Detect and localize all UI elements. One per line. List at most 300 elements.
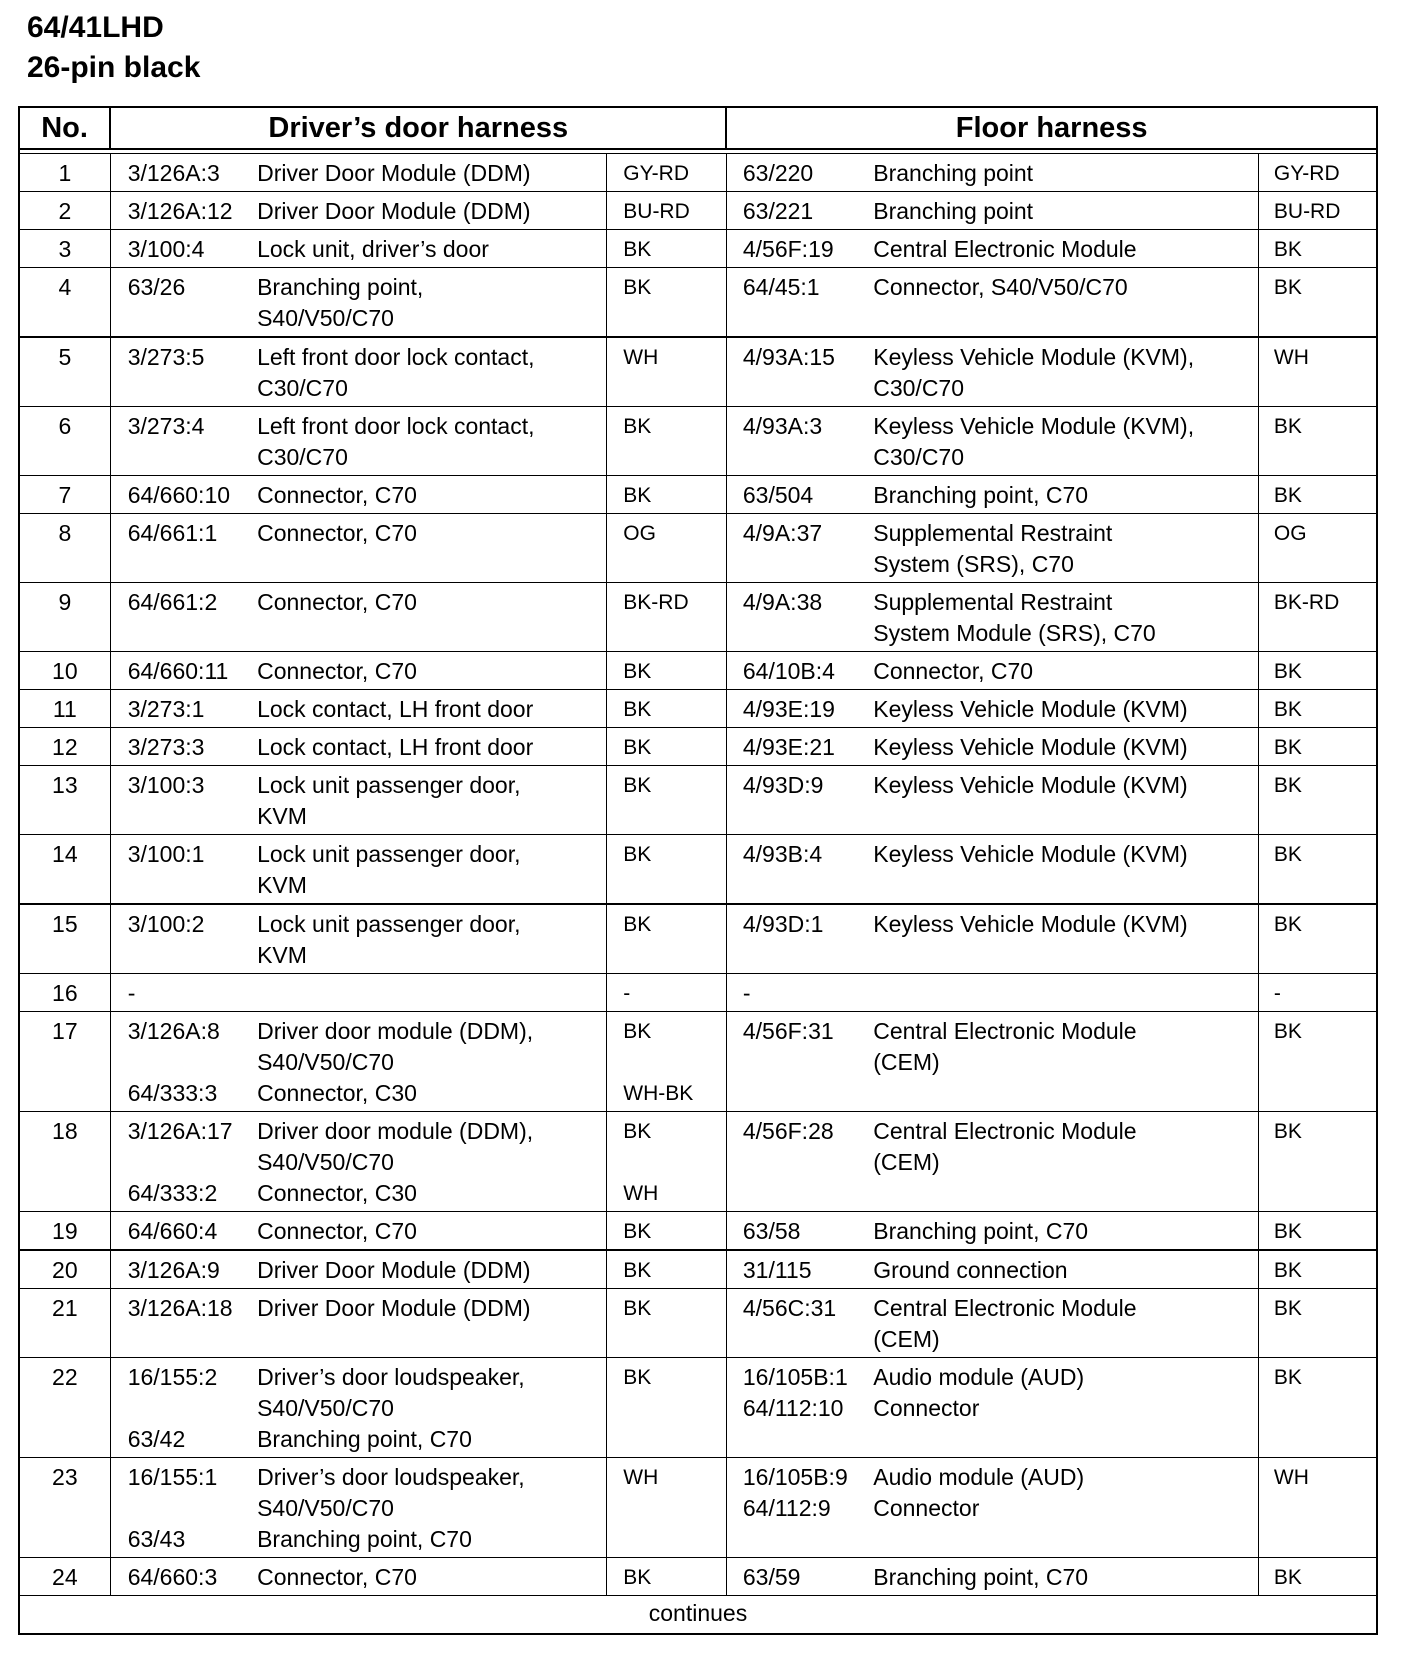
floor-description-line: C30/C70	[873, 375, 965, 401]
pin-number: 1	[19, 154, 110, 192]
driver-wire-color	[607, 728, 727, 766]
floor-description	[868, 192, 1258, 230]
driver-code-line: 3/100:2	[127, 911, 205, 937]
floor-code-line: 4/56F:19	[742, 236, 834, 262]
floor-description-line: Connector, C70	[873, 658, 1034, 684]
floor-wire-color-line: BK	[1273, 415, 1302, 438]
driver-wire-color	[607, 1358, 727, 1458]
floor-description	[868, 904, 1258, 974]
blank-line	[128, 1493, 252, 1524]
driver-wire-color-line: OG	[623, 522, 656, 545]
driver-description-line: Lock unit passenger door,	[257, 772, 521, 798]
floor-code-line: 4/93D:9	[742, 772, 824, 798]
driver-description	[252, 690, 607, 728]
driver-code	[110, 690, 252, 728]
driver-description	[252, 514, 607, 583]
floor-wire-color	[1258, 268, 1377, 338]
floor-wire-color	[1258, 514, 1377, 583]
driver-wire-color	[607, 268, 727, 338]
floor-code	[726, 268, 868, 338]
driver-description-line: Branching point,	[257, 274, 424, 300]
continues-note: continues	[19, 1596, 1377, 1635]
table-header-row	[19, 107, 1377, 149]
floor-code-line: 4/93E:19	[742, 696, 835, 722]
table-row	[19, 728, 1377, 766]
driver-description-line: Connector, C30	[257, 1180, 417, 1206]
floor-description	[868, 407, 1258, 476]
table-row	[19, 1250, 1377, 1289]
driver-wire-color-line: BK	[623, 698, 652, 721]
floor-description-line: Keyless Vehicle Module (KVM)	[873, 772, 1188, 798]
header-floor-harness: Floor harness	[726, 107, 1377, 149]
driver-description	[252, 407, 607, 476]
driver-code	[110, 1289, 252, 1358]
driver-code-line: 3/126A:17	[127, 1118, 233, 1144]
table-row	[19, 154, 1377, 192]
floor-code	[726, 514, 868, 583]
driver-code	[110, 1358, 252, 1458]
floor-description-line: Connector	[873, 1395, 980, 1421]
driver-code	[110, 583, 252, 652]
floor-code-line: 4/9A:37	[742, 520, 823, 546]
driver-wire-color-line: BK	[623, 484, 652, 507]
header-driver-door-harness: Driver’s door harness	[110, 107, 726, 149]
driver-wire-color-line: BK	[623, 1366, 652, 1389]
driver-wire-color-line: BK	[623, 1259, 652, 1282]
floor-code-line: 64/10B:4	[742, 658, 835, 684]
driver-description-line: Connector, C70	[257, 589, 417, 615]
connector-id: 64/41LHD	[27, 11, 164, 44]
driver-code	[110, 192, 252, 230]
floor-description	[868, 1289, 1258, 1358]
driver-description-line: Branching point, C70	[257, 1426, 472, 1452]
driver-wire-color	[607, 154, 727, 192]
driver-code	[110, 268, 252, 338]
floor-description	[868, 583, 1258, 652]
driver-code-line: 3/100:4	[127, 236, 205, 262]
floor-wire-color-line: BK	[1273, 1366, 1302, 1389]
driver-description	[252, 1558, 607, 1596]
floor-description-line: Branching point, C70	[873, 482, 1089, 508]
pin-number: 13	[19, 766, 110, 835]
pin-number: 18	[19, 1112, 110, 1212]
floor-description	[868, 1012, 1258, 1112]
floor-code-line: 64/45:1	[742, 274, 820, 300]
driver-description-line: Connector, C70	[257, 482, 417, 508]
floor-code-line: 4/56C:31	[742, 1295, 837, 1321]
table-row	[19, 1358, 1377, 1458]
driver-description	[252, 652, 607, 690]
driver-code	[110, 337, 252, 407]
driver-code	[110, 407, 252, 476]
floor-code	[726, 1112, 868, 1212]
pin-number: 22	[19, 1358, 110, 1458]
connector-description: 26-pin black	[27, 51, 201, 84]
floor-description-line: Keyless Vehicle Module (KVM)	[873, 911, 1188, 937]
driver-code-line: 3/126A:8	[127, 1018, 220, 1044]
driver-description-line: S40/V50/C70	[257, 1149, 394, 1175]
driver-wire-color	[607, 514, 727, 583]
floor-wire-color	[1258, 476, 1377, 514]
driver-code-line: 64/333:2	[127, 1180, 218, 1206]
floor-wire-color-line: WH	[1273, 346, 1309, 369]
floor-description-line: (CEM)	[873, 1149, 940, 1175]
driver-description-line: Driver’s door loudspeaker,	[257, 1364, 525, 1390]
floor-description-line: C30/C70	[873, 444, 965, 470]
floor-code	[726, 1212, 868, 1251]
driver-description	[252, 835, 607, 905]
driver-wire-color-line: BK	[623, 1120, 652, 1143]
floor-description-line: Branching point, C70	[873, 1218, 1089, 1244]
floor-wire-color-line: OG	[1273, 522, 1307, 545]
driver-description	[252, 1458, 607, 1558]
header-no: No.	[19, 107, 110, 149]
floor-code-line: 4/93B:4	[742, 841, 823, 867]
pin-number: 24	[19, 1558, 110, 1596]
floor-code	[726, 728, 868, 766]
driver-description	[252, 1289, 607, 1358]
floor-code	[726, 835, 868, 905]
pin-number: 3	[19, 230, 110, 268]
driver-code-line: 3/100:1	[127, 841, 205, 867]
floor-description-line: Audio module (AUD)	[873, 1364, 1085, 1390]
floor-description-line: (CEM)	[873, 1049, 940, 1075]
floor-wire-color	[1258, 154, 1377, 192]
driver-code-line: 64/333:3	[127, 1080, 218, 1106]
driver-description-line: Connector, C70	[257, 1218, 417, 1244]
floor-description-line: Supplemental Restraint	[873, 520, 1113, 546]
floor-description	[868, 728, 1258, 766]
driver-code-line: 3/273:5	[127, 344, 205, 370]
document-heading	[27, 8, 200, 88]
driver-wire-color-line: BU-RD	[623, 200, 690, 223]
driver-wire-color	[607, 690, 727, 728]
floor-wire-color	[1258, 1012, 1377, 1112]
driver-code	[110, 230, 252, 268]
driver-description	[252, 1212, 607, 1251]
driver-code	[110, 1212, 252, 1251]
floor-description	[868, 835, 1258, 905]
floor-code	[726, 192, 868, 230]
floor-description	[868, 1212, 1258, 1251]
table-row	[19, 514, 1377, 583]
driver-wire-color-line: BK	[623, 774, 652, 797]
floor-code-line: 4/93E:21	[742, 734, 835, 760]
floor-code	[726, 1289, 868, 1358]
table-row	[19, 1289, 1377, 1358]
table-row	[19, 690, 1377, 728]
floor-description-line: (CEM)	[873, 1326, 940, 1352]
driver-code-line: 3/273:3	[127, 734, 205, 760]
table-row	[19, 1558, 1377, 1596]
driver-description	[252, 766, 607, 835]
floor-code-line: 4/9A:38	[742, 589, 823, 615]
driver-wire-color	[607, 1558, 727, 1596]
floor-code-line: 63/220	[742, 160, 814, 186]
floor-description-line: Central Electronic Module	[873, 1018, 1137, 1044]
floor-wire-color	[1258, 407, 1377, 476]
pin-number: 19	[19, 1212, 110, 1251]
driver-description-line: Branching point, C70	[257, 1526, 472, 1552]
driver-code-line: 3/126A:12	[127, 198, 233, 224]
floor-description-line: System Module (SRS), C70	[873, 620, 1156, 646]
floor-wire-color	[1258, 974, 1377, 1012]
pin-number: 6	[19, 407, 110, 476]
floor-code-line: 16/105B:1	[742, 1364, 848, 1390]
driver-description	[252, 728, 607, 766]
driver-code-line: 63/26	[127, 274, 186, 300]
driver-description-line: Left front door lock contact,	[257, 344, 535, 370]
floor-description	[868, 690, 1258, 728]
table-row	[19, 230, 1377, 268]
driver-wire-color-line: WH	[623, 1466, 659, 1489]
driver-description-line: C30/C70	[257, 375, 348, 401]
floor-wire-color-line: BK	[1273, 774, 1302, 797]
driver-code-line: 3/126A:3	[127, 160, 220, 186]
table-row	[19, 583, 1377, 652]
floor-code-line: 63/504	[742, 482, 814, 508]
driver-description-line: Connector, C70	[257, 1564, 417, 1590]
driver-code-line: 64/661:1	[127, 520, 218, 546]
driver-description-line: Driver Door Module (DDM)	[257, 1295, 531, 1321]
floor-description	[868, 154, 1258, 192]
driver-wire-color-line: BK	[623, 843, 652, 866]
table-row	[19, 652, 1377, 690]
floor-code	[726, 766, 868, 835]
floor-wire-color-line: BK	[1273, 1120, 1302, 1143]
table-row	[19, 766, 1377, 835]
driver-description	[252, 1112, 607, 1212]
floor-wire-color-line: BK	[1273, 1020, 1302, 1043]
floor-description	[868, 1458, 1258, 1558]
floor-wire-color	[1258, 1458, 1377, 1558]
floor-wire-color-line: GY-RD	[1273, 162, 1340, 185]
blank-line	[623, 1147, 726, 1178]
pin-number: 9	[19, 583, 110, 652]
driver-description-line: S40/V50/C70	[257, 305, 394, 331]
driver-code-line: 64/661:2	[127, 589, 218, 615]
floor-wire-color-line: BK	[1273, 1566, 1302, 1589]
floor-code	[726, 230, 868, 268]
floor-description-line: Audio module (AUD)	[873, 1464, 1085, 1490]
driver-wire-color	[607, 974, 727, 1012]
driver-wire-color	[607, 766, 727, 835]
floor-description-line: Keyless Vehicle Module (KVM),	[873, 344, 1195, 370]
floor-description	[868, 766, 1258, 835]
floor-wire-color-line: BK	[1273, 238, 1302, 261]
floor-description-line: Branching point	[873, 198, 1034, 224]
floor-description-line: Keyless Vehicle Module (KVM)	[873, 734, 1188, 760]
floor-code	[726, 583, 868, 652]
pin-number: 10	[19, 652, 110, 690]
floor-wire-color-line: BK	[1273, 276, 1302, 299]
floor-wire-color-line: BK	[1273, 736, 1302, 759]
driver-wire-color	[607, 1012, 727, 1112]
floor-wire-color	[1258, 1558, 1377, 1596]
floor-wire-color-line: BK	[1273, 1297, 1302, 1320]
driver-code-line: 3/126A:9	[127, 1257, 220, 1283]
driver-code	[110, 514, 252, 583]
floor-code-line: 63/221	[742, 198, 814, 224]
floor-description	[868, 514, 1258, 583]
floor-description-line: Keyless Vehicle Module (KVM),	[873, 413, 1195, 439]
driver-description-line: S40/V50/C70	[257, 1049, 394, 1075]
floor-description	[868, 974, 1258, 1012]
driver-code-line: 3/100:3	[127, 772, 205, 798]
driver-description	[252, 154, 607, 192]
floor-code-line: 63/59	[742, 1564, 801, 1590]
floor-code-line: 4/93A:3	[742, 413, 823, 439]
floor-wire-color	[1258, 230, 1377, 268]
driver-code-line: 64/660:3	[127, 1564, 218, 1590]
floor-code	[726, 1458, 868, 1558]
floor-description-line: Branching point	[873, 160, 1034, 186]
driver-code-line: -	[127, 980, 136, 1006]
table-row	[19, 407, 1377, 476]
driver-description-line: Lock contact, LH front door	[257, 734, 534, 760]
driver-description-line: Lock unit passenger door,	[257, 841, 521, 867]
driver-code-line: 3/126A:18	[127, 1295, 233, 1321]
pin-number: 2	[19, 192, 110, 230]
floor-description-line: Ground connection	[873, 1257, 1068, 1283]
pin-number: 15	[19, 904, 110, 974]
table-row	[19, 1112, 1377, 1212]
floor-wire-color	[1258, 1250, 1377, 1289]
driver-description-line: S40/V50/C70	[257, 1395, 394, 1421]
floor-wire-color-line: WH	[1273, 1466, 1309, 1489]
driver-description	[252, 268, 607, 338]
floor-code-line: 4/93D:1	[742, 911, 824, 937]
driver-code	[110, 835, 252, 905]
driver-wire-color	[607, 1212, 727, 1251]
driver-description	[252, 230, 607, 268]
pin-number: 14	[19, 835, 110, 905]
driver-description-line: Driver Door Module (DDM)	[257, 160, 531, 186]
driver-code-line: 64/660:10	[127, 482, 231, 508]
driver-wire-color-line: BK	[623, 913, 652, 936]
floor-code-line: 4/93A:15	[742, 344, 835, 370]
floor-wire-color	[1258, 652, 1377, 690]
pin-number: 17	[19, 1012, 110, 1112]
table-row	[19, 904, 1377, 974]
driver-description-line: KVM	[257, 872, 307, 898]
driver-wire-color	[607, 835, 727, 905]
driver-description-line: Driver Door Module (DDM)	[257, 1257, 531, 1283]
floor-code-line: 4/56F:28	[742, 1118, 834, 1144]
pin-assignment-table	[18, 106, 1378, 1635]
floor-description	[868, 1250, 1258, 1289]
floor-description-line: Connector	[873, 1495, 980, 1521]
driver-description	[252, 1012, 607, 1112]
floor-wire-color-line: BK-RD	[1273, 591, 1340, 614]
floor-wire-color	[1258, 766, 1377, 835]
floor-wire-color	[1258, 1112, 1377, 1212]
floor-description	[868, 476, 1258, 514]
driver-wire-color-line: BK	[623, 238, 652, 261]
table-row	[19, 192, 1377, 230]
driver-wire-color	[607, 230, 727, 268]
driver-wire-color	[607, 904, 727, 974]
driver-wire-color	[607, 1289, 727, 1358]
floor-code-line: 63/58	[742, 1218, 801, 1244]
floor-code	[726, 1358, 868, 1458]
driver-description	[252, 476, 607, 514]
driver-description-line: Connector, C70	[257, 658, 417, 684]
driver-code	[110, 154, 252, 192]
pin-number: 23	[19, 1458, 110, 1558]
driver-description-line: Driver Door Module (DDM)	[257, 198, 531, 224]
driver-code-line: 64/660:4	[127, 1218, 218, 1244]
floor-description-line: Keyless Vehicle Module (KVM)	[873, 696, 1188, 722]
floor-wire-color-line: BK	[1273, 1220, 1302, 1243]
driver-code-line: 64/660:11	[127, 658, 229, 684]
driver-description-line: Connector, C70	[257, 520, 417, 546]
driver-description-line: Driver door module (DDM),	[257, 1018, 534, 1044]
pin-number: 12	[19, 728, 110, 766]
floor-description	[868, 337, 1258, 407]
floor-wire-color-line: BU-RD	[1273, 200, 1341, 223]
floor-wire-color-line: BK	[1273, 698, 1302, 721]
floor-description	[868, 1112, 1258, 1212]
driver-code	[110, 766, 252, 835]
driver-wire-color	[607, 476, 727, 514]
floor-code-line: 64/112:10	[742, 1395, 844, 1421]
floor-code	[726, 974, 868, 1012]
driver-code	[110, 974, 252, 1012]
floor-wire-color-line: -	[1273, 982, 1281, 1005]
driver-description	[252, 904, 607, 974]
driver-wire-color	[607, 337, 727, 407]
floor-description-line: System (SRS), C70	[873, 551, 1074, 577]
blank-line	[128, 1393, 252, 1424]
floor-wire-color	[1258, 583, 1377, 652]
floor-wire-color-line: BK	[1273, 660, 1302, 683]
floor-code-line: 4/56F:31	[742, 1018, 834, 1044]
driver-description-line: KVM	[257, 803, 307, 829]
driver-wire-color-line: GY-RD	[623, 162, 690, 185]
driver-wire-color	[607, 192, 727, 230]
floor-wire-color	[1258, 1212, 1377, 1251]
floor-code	[726, 1012, 868, 1112]
floor-description-line: Branching point, C70	[873, 1564, 1089, 1590]
floor-description-line: Central Electronic Module	[873, 1295, 1137, 1321]
floor-description	[868, 230, 1258, 268]
driver-wire-color-line: WH	[623, 346, 659, 369]
floor-code-line: -	[742, 980, 751, 1006]
driver-description	[252, 1250, 607, 1289]
driver-wire-color-line: BK	[623, 276, 652, 299]
floor-code	[726, 476, 868, 514]
floor-description-line: Central Electronic Module	[873, 1118, 1137, 1144]
driver-wire-color	[607, 1458, 727, 1558]
driver-wire-color-line: BK	[623, 1297, 652, 1320]
table-row	[19, 268, 1377, 338]
floor-wire-color	[1258, 904, 1377, 974]
driver-description-line: Driver’s door loudspeaker,	[257, 1464, 525, 1490]
floor-code-line: 31/115	[742, 1257, 812, 1283]
floor-wire-color	[1258, 728, 1377, 766]
floor-code	[726, 1558, 868, 1596]
floor-code	[726, 904, 868, 974]
driver-code-line: 16/155:2	[127, 1364, 218, 1390]
driver-code	[110, 1558, 252, 1596]
driver-wire-color-line: WH	[623, 1182, 659, 1205]
pin-number: 5	[19, 337, 110, 407]
floor-wire-color	[1258, 1289, 1377, 1358]
floor-code	[726, 407, 868, 476]
driver-code-line: 3/273:1	[127, 696, 205, 722]
floor-wire-color	[1258, 337, 1377, 407]
